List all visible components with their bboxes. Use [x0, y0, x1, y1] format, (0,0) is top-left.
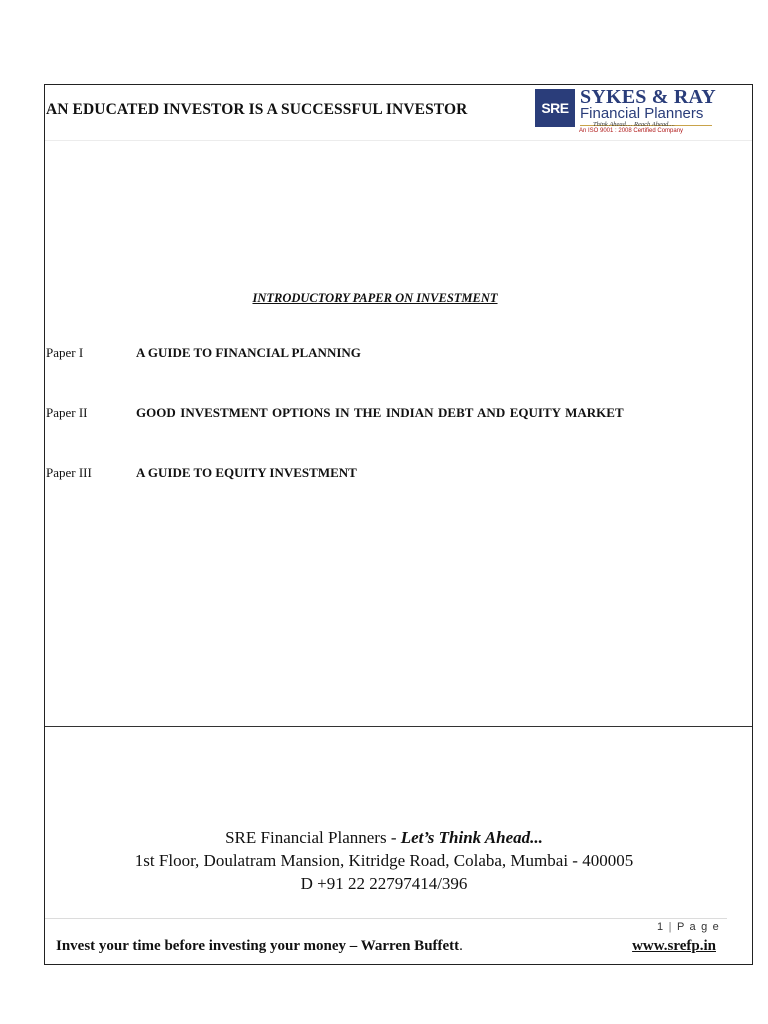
paper-title: GOOD INVESTMENT OPTIONS IN THE INDIAN DEBT AND EQUITY MARKET [136, 405, 624, 420]
logo-mark: SRE [535, 89, 575, 127]
paper-title: A GUIDE TO EQUITY INVESTMENT [136, 465, 357, 480]
logo-certification: An ISO 9001 : 2008 Certified Company [579, 128, 684, 134]
website-link[interactable]: www.srefp.in [632, 938, 716, 954]
company-address: 1st Floor, Doulatram Mansion, Kitridge Road, Colaba, Mumbai - 400005 [134, 851, 634, 870]
footer-quote-text: Invest your time before investing your money – Warren Buffett [56, 938, 460, 954]
company-phone: D +91 22 22797414/396 [300, 874, 468, 893]
paper-number: Paper II [46, 405, 88, 420]
logo-name: SYKES & RAY [580, 86, 716, 108]
company-motto: Let’s Think Ahead... [400, 828, 543, 847]
paper-title: A GUIDE TO FINANCIAL PLANNING [136, 345, 361, 360]
page-number-value: 1 [657, 921, 665, 933]
logo-tagline: Think Ahead.... Reach Ahead.... [593, 121, 675, 128]
logo-subtitle: Financial Planners [580, 105, 704, 122]
intro-title: INTRODUCTORY PAPER ON INVESTMENT [252, 291, 498, 305]
paper-number: Paper III [46, 465, 92, 480]
footer-quote [56, 938, 463, 955]
section-divider [45, 726, 752, 727]
paper-number: Paper I [46, 345, 84, 360]
page-number [657, 921, 720, 933]
company-line [0, 828, 768, 848]
company-logo [533, 87, 719, 139]
header-divider [45, 140, 752, 141]
footer-quote-end: . [459, 938, 463, 954]
page-separator: | [668, 921, 673, 933]
page-label: P a g e [676, 921, 720, 933]
company-name: SRE Financial Planners - [225, 828, 397, 847]
header-slogan: AN EDUCATED INVESTOR IS A SUCCESSFUL INVESTOR [46, 101, 468, 118]
footer-divider [45, 918, 727, 919]
